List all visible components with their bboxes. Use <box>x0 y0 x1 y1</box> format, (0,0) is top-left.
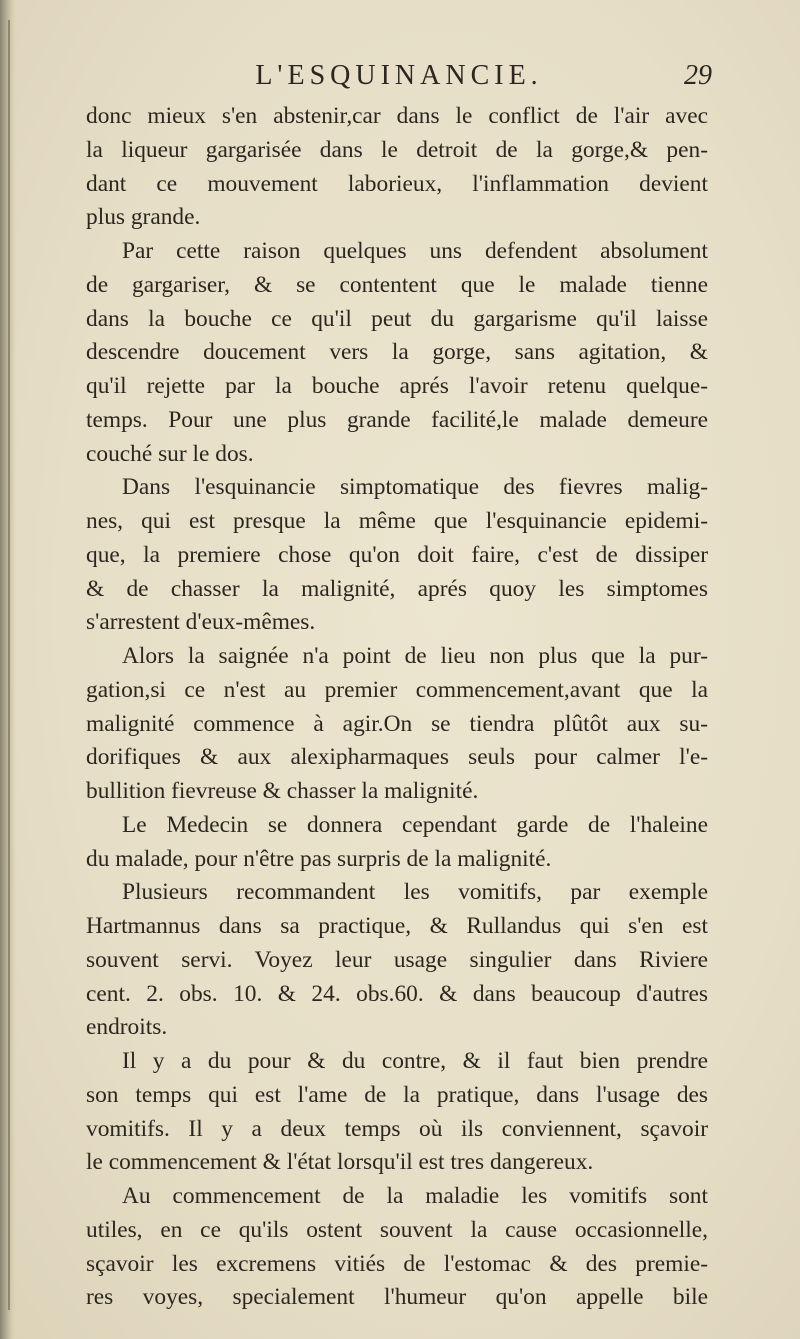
text-line: Au commencement de la maladie les vomitifs sont <box>122 1183 708 1209</box>
text-line: souvent servi. Voyez leur usage singulier dans Riviere <box>86 946 708 973</box>
text-line: que, la premiere chose qu'on doit faire, c'est de dissiper <box>86 541 708 568</box>
text-line: descendre doucement vers la gorge, sans agitation, & <box>86 339 708 366</box>
text-line: couché sur le dos. <box>86 440 254 467</box>
text-line: res voyes, specialement l'humeur qu'on appelle bile <box>86 1284 708 1311</box>
text-line: gation,si ce n'est au premier commencement,avant que la <box>86 676 708 703</box>
text-line: dans la bouche ce qu'il peut du gargarisme qu'il laisse <box>86 305 708 332</box>
text-line: le commencement & l'état lorsqu'il est tres dangereux. <box>86 1149 594 1176</box>
running-head <box>88 60 710 100</box>
text-line: Dans l'esquinancie simptomatique des fievres malig- <box>122 474 708 501</box>
text-line: dant ce mouvement laborieux, l'inflammation devient <box>86 170 708 197</box>
text-line: vomitifs. Il y a deux temps où ils conviennent, sçavoir <box>86 1115 708 1142</box>
text-line: sçavoir les excremens vitiés de l'estomac & des premie- <box>86 1250 708 1277</box>
text-line: Plusieurs recommandent les vomitifs, par exemple <box>122 879 708 906</box>
text-line: cent. 2. obs. 10. & 24. obs.60. & dans beaucoup d'autres <box>86 980 708 1007</box>
text-line: la liqueur gargarisée dans le detroit de la gorge,& pen- <box>86 136 708 163</box>
text-line: de gargariser, & se contentent que le malade tienne <box>86 271 708 298</box>
body-text <box>86 100 708 1315</box>
text-line: bullition fievreuse & chasser la malignité. <box>86 778 479 804</box>
text-line: nes, qui est presque la même que l'esquinancie epidemi- <box>86 508 708 534</box>
text-line: s'arrestent d'eux-mêmes. <box>86 609 316 636</box>
running-title: L'ESQUINANCIE. <box>255 60 543 91</box>
text-line: malignité commence à agir.On se tiendra plûtôt aux su- <box>86 710 708 737</box>
text-line: endroits. <box>86 1014 168 1041</box>
text-line: Le Medecin se donnera cependant garde de l'haleine <box>122 811 708 838</box>
text-line: Par cette raison quelques uns defendent absolument <box>122 238 708 264</box>
text-line: du malade, pour n'être pas surpris de la malignité. <box>86 845 552 872</box>
text-line: & de chasser la malignité, aprés quoy les simptomes <box>86 575 708 602</box>
text-line: donc mieux s'en abstenir,car dans le conflict de l'air avec <box>86 103 708 129</box>
text-line: Alors la saignée n'a point de lieu non plus que la pur- <box>122 643 708 669</box>
text-line: dorifiques & aux alexipharmaques seuls pour calmer l'e- <box>86 744 708 771</box>
text-line: Il y a du pour & du contre, & il faut bien prendre <box>122 1048 708 1074</box>
text-line: Hartmannus dans sa practique, & Rullandus qui s'en est <box>86 913 708 939</box>
binding-edge <box>8 20 10 1310</box>
text-line: qu'il rejette par la bouche aprés l'avoir retenu quelque- <box>86 373 708 399</box>
text-line: son temps qui est l'ame de la pratique, dans l'usage des <box>86 1081 708 1108</box>
text-line: temps. Pour une plus grande facilité,le malade demeure <box>86 406 708 433</box>
text-line: utiles, en ce qu'ils ostent souvent la cause occasionnelle, <box>86 1216 708 1243</box>
page-number: 29 <box>684 60 712 91</box>
text-line: plus grande. <box>86 204 201 231</box>
